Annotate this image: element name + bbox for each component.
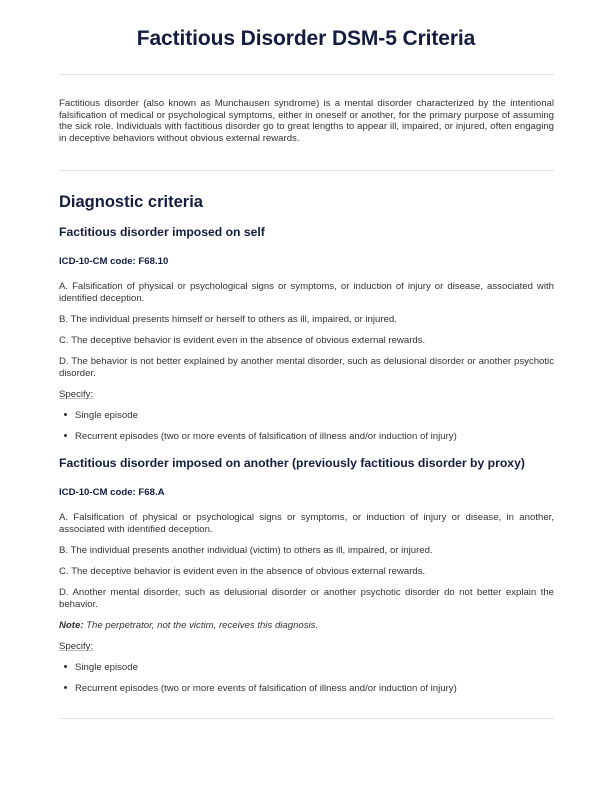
bullet-icon (64, 686, 67, 689)
criterion-a-another: A. Falsification of physical or psychological signs or symptoms, or induction of injury or disease, in another, associated with identified deception. (59, 512, 554, 535)
icd-code-another: ICD-10-CM code: F68.A (59, 487, 165, 498)
specifier-text: Single episode (75, 662, 138, 673)
specifier-text: Single episode (75, 410, 138, 421)
specify-label-another (59, 641, 554, 653)
note-label: Note: (59, 620, 84, 631)
specify-text: Specify: (59, 641, 94, 652)
criterion-c-self: C. The deceptive behavior is evident even in the absence of obvious external rewards. (59, 335, 426, 346)
bullet-icon (64, 665, 67, 668)
bullet-icon (64, 413, 67, 416)
section-heading: Diagnostic criteria (59, 193, 203, 211)
criterion-a-self: A. Falsification of physical or psychological signs or symptoms, or induction of injury or disease, associated with identified deception. (59, 281, 554, 304)
specifier-item (64, 410, 138, 421)
divider (59, 170, 554, 171)
criterion-d-another: D. Another mental disorder, such as delusional disorder or another psychotic disorder do not better explain the behavior. (59, 587, 554, 610)
icd-code-self: ICD-10-CM code: F68.10 (59, 256, 169, 267)
specifier-text: Recurrent episodes (two or more events of falsification of illness and/or induction of injury) (75, 431, 457, 442)
page-title: Factitious Disorder DSM-5 Criteria (136, 27, 476, 50)
subsection-heading-self: Factitious disorder imposed on self (59, 225, 265, 239)
specifier-item (64, 683, 457, 694)
specify-text: Specify: (59, 389, 94, 400)
divider (59, 74, 554, 75)
specifier-item (64, 662, 138, 673)
intro-paragraph: Factitious disorder (also known as Munchausen syndrome) is a mental disorder characterized by the intentional falsification of medical or psychological symptoms, either in oneself or another, for the primary purpose of assuming the sick role. Individuals with factitious disorder go to great lengths to appear ill, impaired, or injured, often engaging in deceptive behaviors without obvious external rewards. (59, 98, 554, 144)
criterion-d-self: D. The behavior is not better explained by another mental disorder, such as delusional disorder or another psychotic disorder. (59, 356, 554, 379)
bullet-icon (64, 434, 67, 437)
criterion-b-another: B. The individual presents another individual (victim) to others as ill, impaired, or injured. (59, 545, 433, 556)
subsection-heading-another: Factitious disorder imposed on another (previously factitious disorder by proxy) (59, 456, 525, 470)
criterion-c-another: C. The deceptive behavior is evident even in the absence of obvious external rewards. (59, 566, 426, 577)
note-text: The perpetrator, not the victim, receives this diagnosis. (83, 620, 319, 631)
specifier-text: Recurrent episodes (two or more events of falsification of illness and/or induction of injury) (75, 683, 457, 694)
specify-label-self (59, 389, 554, 401)
note (59, 620, 554, 632)
divider (59, 718, 554, 719)
criterion-b-self: B. The individual presents himself or herself to others as ill, impaired, or injured. (59, 314, 397, 325)
specifier-item (64, 431, 457, 442)
